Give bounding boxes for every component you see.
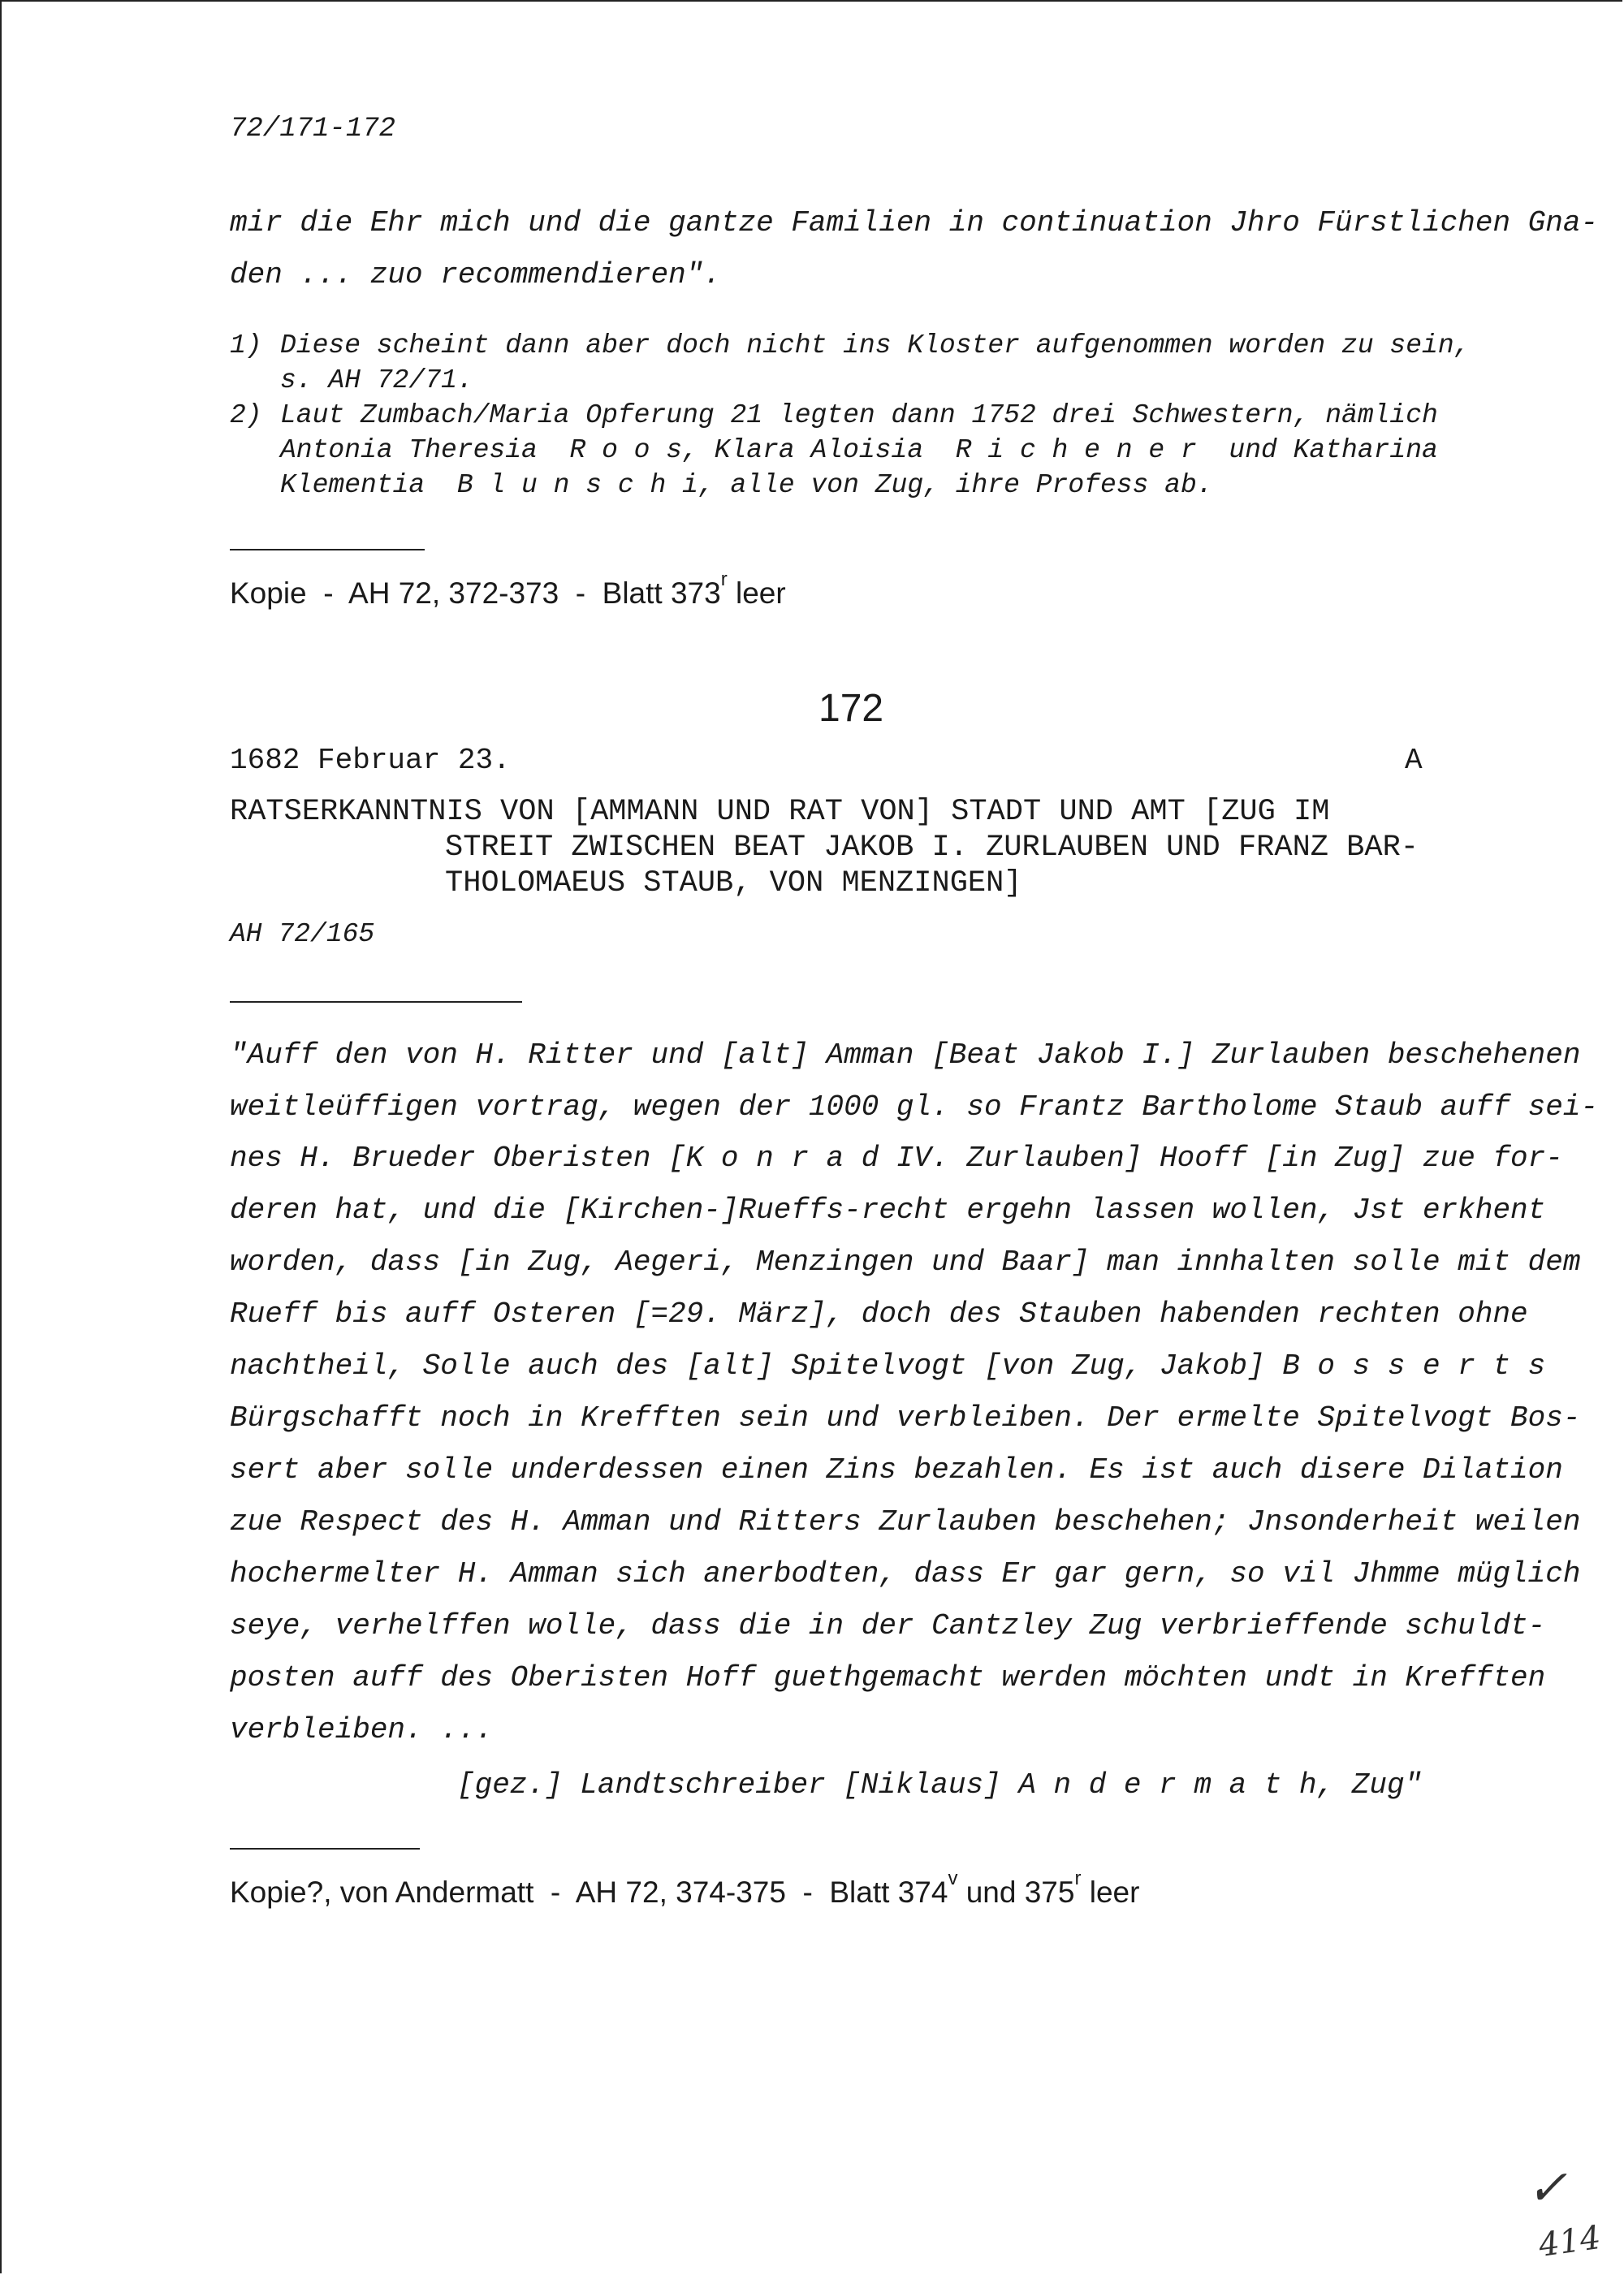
document-title-line-3: THOLOMAEUS STAUB, VON MENZINGEN]	[445, 866, 1022, 900]
separator-rule	[230, 1001, 522, 1003]
document-text-line-13: posten auff des Oberisten Hoff guethgemacht werden möchten undt in Krefften	[230, 1661, 1546, 1694]
continuation-line-1: mir die Ehr mich und die gantze Familien in continuation Jhro Fürstlichen Gna-	[230, 206, 1599, 240]
separator-rule	[230, 1848, 420, 1850]
document-title-line-2: STREIT ZWISCHEN BEAT JAKOB I. ZURLAUBEN UND FRANZ BAR-	[445, 831, 1419, 865]
document-source: AH 72/165	[230, 919, 375, 949]
document-title-line-1: RATSERKANNTNIS VON [AMMANN UND RAT VON] STADT UND AMT [ZUG IM	[230, 795, 1330, 829]
continuation-line-2: den ... zuo recommendieren".	[230, 258, 721, 291]
document-signature: [gez.] Landtschreiber [Niklaus] A n d e r m a t h, Zug"	[457, 1768, 1423, 1802]
document-text-line-3: nes H. Brueder Oberisten [K o n r a d IV. Zurlauben] Hooff [in Zug] zue for-	[230, 1142, 1563, 1175]
copy-note-1-text: Kopie - AH 72, 372-373 - Blatt 373	[230, 576, 721, 610]
footnote-2-number: 2)	[230, 400, 262, 430]
checkmark-icon: ✓	[1527, 2160, 1568, 2217]
document-text-line-7: nachtheil, Solle auch des [alt] Spitelvogt [von Zug, Jakob] B o s s e r t s	[230, 1349, 1546, 1383]
separator-rule	[230, 549, 425, 550]
copy-note-2-sup-1: v	[948, 1867, 958, 1889]
copy-note-1-sup: r	[720, 568, 728, 590]
document-text-line-14: verbleiben. ...	[230, 1713, 494, 1746]
footnote-2-line-3: Klementia B l u n s c h i, alle von Zug, ihre Profess ab.	[280, 470, 1213, 500]
document-text-line-4: deren hat, und die [Kirchen-]Rueffs-recht ergehn lassen wollen, Jst erkhent	[230, 1194, 1546, 1227]
document-text-line-1: "Auff den von H. Ritter und [alt] Amman [Beat Jakob I.] Zurlauben beschehenen	[230, 1038, 1581, 1072]
document-text-line-9: sert aber solle underdessen einen Zins bezahlen. Es ist auch disere Dilation	[230, 1453, 1563, 1487]
document-text-line-8: Bürgschafft noch in Krefften sein und verbleiben. Der ermelte Spitelvogt Bos-	[230, 1401, 1581, 1435]
document-text-line-10: zue Respect des H. Amman und Ritters Zurlauben beschehen; Jnsonderheit weilen	[230, 1505, 1581, 1539]
footnote-2-line-1: Laut Zumbach/Maria Opferung 21 legten dann 1752 drei Schwestern, nämlich	[280, 400, 1438, 430]
footnote-1-number: 1)	[230, 330, 262, 360]
document-text-line-12: seye, verhelffen wolle, dass die in der Cantzley Zug verbrieffende schuldt-	[230, 1609, 1546, 1643]
copy-note-2-tail: leer	[1081, 1876, 1140, 1909]
page-header-ref: 72/171-172	[230, 114, 396, 145]
document-type: A	[1405, 744, 1423, 777]
copy-note-1-tail: leer	[727, 576, 786, 610]
copy-note-2-text-b: und 375	[957, 1876, 1075, 1909]
document-text-line-11: hochermelter H. Amman sich anerbodten, dass Er gar gern, so vil Jhmme müglich	[230, 1557, 1581, 1591]
footnote-1-line-1: Diese scheint dann aber doch nicht ins Kloster aufgenommen worden zu sein,	[280, 330, 1471, 360]
document-text-line-6: Rueff bis auff Osteren [=29. März], doch des Stauben habenden rechten ohne	[230, 1297, 1528, 1331]
footnote-2-line-2: Antonia Theresia R o o s, Klara Aloisia R i c h e n e r und Katharina	[280, 435, 1438, 465]
copy-note-2	[230, 1867, 1139, 1910]
footnote-1-line-2: s. AH 72/71.	[280, 365, 473, 395]
copy-note-1	[230, 568, 786, 611]
document-text-line-2: weitleüffigen vortrag, wegen der 1000 gl. so Frantz Bartholome Staub auff sei-	[230, 1090, 1599, 1124]
document-text-line-5: worden, dass [in Zug, Aegeri, Menzingen und Baar] man innhalten solle mit dem	[230, 1245, 1581, 1279]
document-date: 1682 Februar 23.	[230, 744, 511, 777]
copy-note-2-sup-2: r	[1074, 1867, 1082, 1889]
handwritten-page-number: 414	[1536, 2218, 1604, 2265]
document-number: 172	[818, 687, 884, 730]
copy-note-2-text-a: Kopie?, von Andermatt - AH 72, 374-375 - Blatt 374	[230, 1876, 948, 1909]
